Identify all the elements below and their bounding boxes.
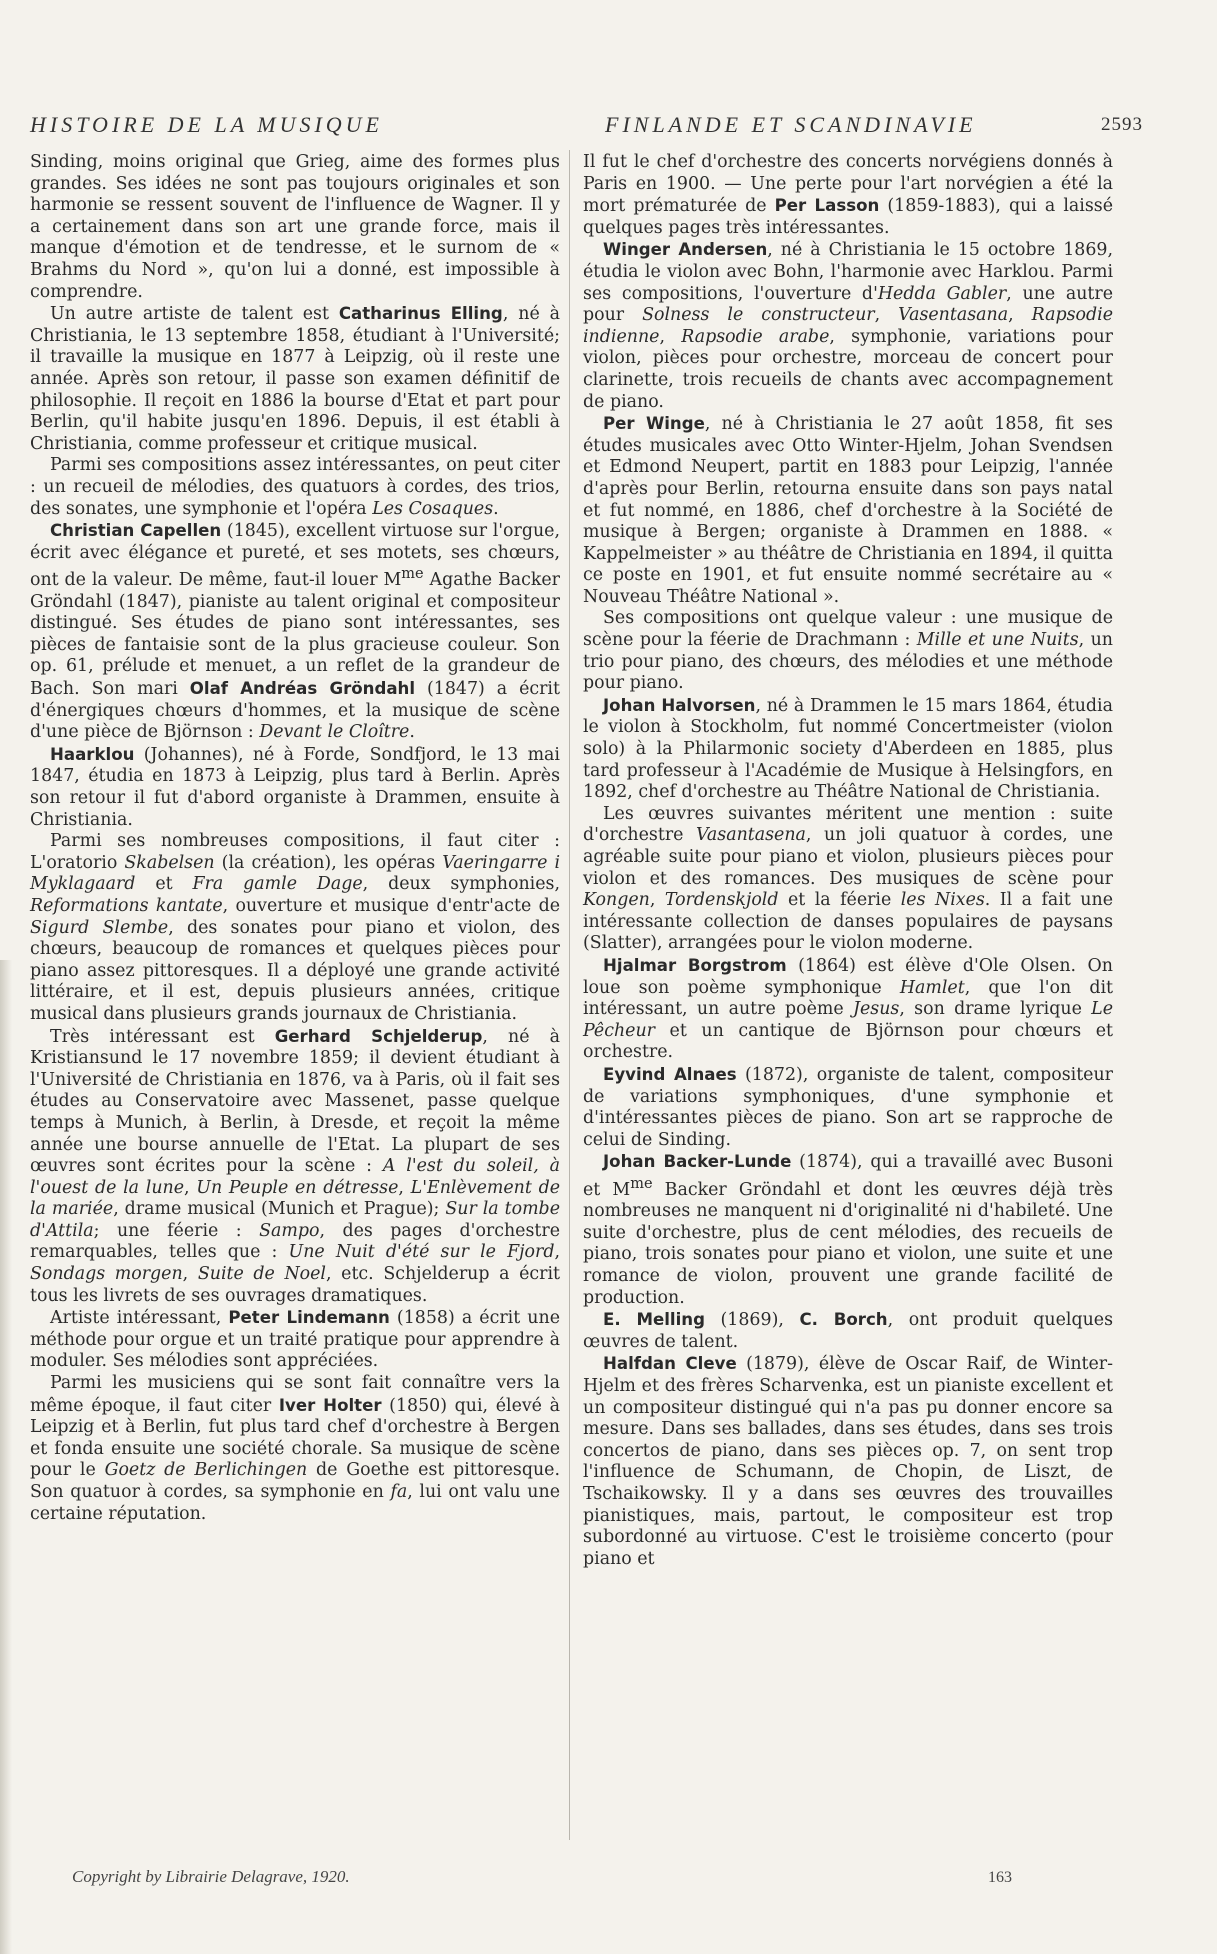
right-column-paragraph: Per Winge, né à Christiania le 27 août 1858, fit ses études musicales avec Otto Winter-Hjelm, Johan Svendsen et Edmond Neupert, partit en 1883 pour Leipzig, l'année d'après pour Berlin, retourna ensuite dans son pays natal et fut nommé, en 1886, chef d'orchestre à la Société de musique à Bergen; organiste à Drammen en 1888. « Kappelmeister » au théâtre de Christiania en 1894, il quitta ce poste en 1901, et fut ensuite nommé secrétaire au « Nouveau Théâtre National ». [583,414,1113,607]
right-column-paragraph: Johan Halvorsen, né à Drammen le 15 mars 1864, étudia le violon à Stockholm, fut nommé Concertmeister (violon solo) à la Philarmonic society d'Aberdeen en 1885, plus tard professeur à l'Académie de Musique à Helsingfors, en 1892, chef d'orchestre au Théâtre National de Christiania. [583,695,1113,803]
right-column-paragraph: E. Melling (1869), C. Borch, ont produit quelques œuvres de talent. [583,1310,1113,1352]
left-column-paragraph: Très intéressant est Gerhard Schjelderup, né à Kristiansund le 17 novembre 1859; il devient étudiant à l'Université de Christiania en 1876, va à Paris, où il fait ses études au Conservatoire avec Massenet, passe quelque temps à Munich, à Berlin, à Dresde, et reçoit la même année une bourse annuelle de l'Etat. La plupart de ses œuvres sont écrites pour la scène : A l'est du soleil, à l'ouest de la lune, Un Peuple en détresse, L'Enlèvement de la mariée, drame musical (Munich et Prague); Sur la tombe d'Attila; une féerie : Sampo, des pages d'orchestre remarquables, telles que : Une Nuit d'été sur le Fjord, Sondags morgen, Suite de Noel, etc. Schjelderup a écrit tous les livrets de ses ouvrages dramatiques. [30,1026,560,1306]
right-column-paragraph: Winger Andersen, né à Christiania le 15 octobre 1869, étudia le violon avec Bohn, l'harmonie avec Harklou. Parmi ses compositions, l'ouverture d'Hedda Gabler, une autre pour Solness le constructeur, Vasentasana, Rapsodie indienne, Rapsodie arabe, symphonie, variations pour violon, pièces pour orchestre, morceau de concert pour clarinette, trois recueils de chants avec accompagnement de piano. [583,240,1113,412]
right-column-paragraph: Les œuvres suivantes méritent une mention : suite d'orchestre Vasantasena, un joli quatuor à cordes, une agréable suite pour piano et violon, plusieurs pièces pour violon et des romances. Des musiques de scène pour Kongen, Tordenskjold et la féerie les Nixes. Il a fait une intéressante collection de danses populaires de paysans (Slatter), arrangées pour le violon moderne. [583,803,1114,954]
running-header [30,112,1143,142]
left-column-paragraph: Haarklou (Johannes), né à Forde, Sondfjord, le 13 mai 1847, étudia en 1873 à Leipzig, plus tard à Berlin. Après son retour il fut d'abord organiste à Drammen, ensuite à Christiania. [30,744,560,830]
right-column-paragraph: Johan Backer-Lunde (1874), qui a travaillé avec Busoni et $M^{me}$ Backer Gröndahl et dont les œuvres déjà très nombreuses ne manquent ni d'originalité ni d'habileté. Une suite d'orchestre, plus de cent mélodies, des recueils de piano, trois sonates pour piano et violon, une suite et une romance de violon, prouvent une grande facilité de production. [583,1152,1113,1308]
right-column-paragraph: Ses compositions ont quelque valeur : une musique de scène pour la féerie de Drachmann : Mille et une Nuits, un trio pour piano, des chœurs, des mélodies et une méthode pour piano. [583,608,1114,694]
page-number: 2593 [1101,114,1143,135]
left-column-paragraph: Artiste intéressant, Peter Lindemann (1858) a écrit une méthode pour orgue et un traité pratique pour apprendre à moduler. Ses mélodies sont appréciées. [30,1308,560,1372]
left-column-paragraph: Parmi les musiciens qui se sont fait connaître vers la même époque, il faut citer Iver Holter (1850) qui, élevé à Leipzig et à Berlin, fut plus tard chef d'orchestre à Bergen et fonda ensuite une société chorale. Sa musique de scène pour le Goetz de Berlichingen de Goethe est pittoresque. Son quatuor à cordes, sa symphonie en fa, lui ont valu une certaine réputation. [30,1373,560,1524]
right-column-paragraph: Eyvind Alnaes (1872), organiste de talent, compositeur de variations symphoniques, d'une symphonie et d'intéressantes pièces de piano. Son art se rapproche de celui de Sinding. [583,1064,1113,1150]
left-column [30,152,560,1525]
left-column-paragraph: Un autre artiste de talent est Catharinus Elling, né à Christiania, le 13 septembre 1858, étudiant à l'Université; il travaille la musique en 1877 à Leipzig, où il reste une année. Après son retour, il passe son examen définitif de philosophie. Il reçoit en 1886 la bourse d'Etat et part pour Berlin, qu'il habite jusqu'en 1896. Depuis, il est établi à Christiania, comme professeur et critique musical. [30,304,560,454]
copyright-notice: Copyright by Librairie Delagrave, 1920. [72,1867,350,1886]
right-column [583,152,1113,1570]
right-column-paragraph: Halfdan Cleve (1879), élève de Oscar Raif, de Winter-Hjelm et des frères Scharvenka, est un pianiste excellent et un compositeur distingué qui n'a pas pu donner encore sa mesure. Dans ses ballades, dans ses études, dans ses trois concertos de piano, dans ses pièces op. 7, on sent trop l'influence de Schumann, de Chopin, de Liszt, de Tschaikowsky. Il y a dans ses œuvres des trouvailles pianistiques, mais, partout, le compositeur est trop subordonné au virtuose. C'est le troisième concerto (pour piano et [583,1354,1113,1569]
left-column-paragraph: Sinding, moins original que Grieg, aime des formes plus grandes. Ses idées ne sont pas toujours originales et son harmonie se ressent souvent de l'influence de Wagner. Il y a certainement dans son art une grande force, mais il manque d'émotion et de tendresse, et le surnom de « Brahms du Nord », qu'on lui a donné, est impossible à comprendre. [30,152,560,302]
signature-mark: 163 [988,1869,1012,1886]
right-column-paragraph: Il fut le chef d'orchestre des concerts norvégiens donnés à Paris en 1900. — Une perte pour l'art norvégien a été la mort prématurée de Per Lasson (1859-1883), qui a laissé quelques pages très intéressantes. [583,152,1114,238]
header-right-title: FINLANDE ET SCANDINAVIE [605,112,977,137]
left-column-paragraph: Parmi ses nombreuses compositions, il faut citer : L'oratorio Skabelsen (la création), les opéras Vaeringarre i Myklagaard et Fra gamle Dage, deux symphonies, Reformations kantate, ouverture et musique d'entr'acte de Sigurd Slembe, des sonates pour piano et violon, des chœurs, beaucoup de romances et quelques pièces pour piano assez pittoresques. Il a déployé une grande activité littéraire, et il est, depuis plusieurs années, critique musical dans plusieurs grands journaux de Christiania. [30,831,561,1024]
scan-edge-shadow [0,960,12,1954]
left-column-paragraph: Parmi ses compositions assez intéressantes, on peut citer : un recueil de mélodies, des quatuors à cordes, des trios, des sonates, une symphonie et l'opéra Les Cosaques. [30,455,560,519]
right-column-paragraph: Hjalmar Borgstrom (1864) est élève d'Ole Olsen. On loue son poème symphonique Hamlet, que l'on dit intéressant, un autre poème Jesus, son drame lyrique Le Pêcheur et un cantique de Björnson pour chœurs et orchestre. [583,955,1114,1063]
left-column-paragraph: Christian Capellen (1845), excellent virtuose sur l'orgue, écrit avec élégance et pureté, et ses motets, ses chœurs, ont de la valeur. De même, faut-il louer $M^{me}$ Agathe Backer Gröndahl (1847), pianiste au talent original et compositeur distingué. Ses études de piano sont intéressantes, ses pièces de fantaisie sont de la plus gracieuse couleur. Son op. 61, prélude et menuet, a un reflet de la grandeur de Bach. Son mari Olaf Andréas Gröndahl (1847) a écrit d'énergiques chœurs d'hommes, et la musique de scène d'une pièce de Björnson : Devant le Cloître. [30,521,560,743]
column-divider [569,150,570,1840]
header-left-title: HISTOIRE DE LA MUSIQUE [30,112,383,137]
